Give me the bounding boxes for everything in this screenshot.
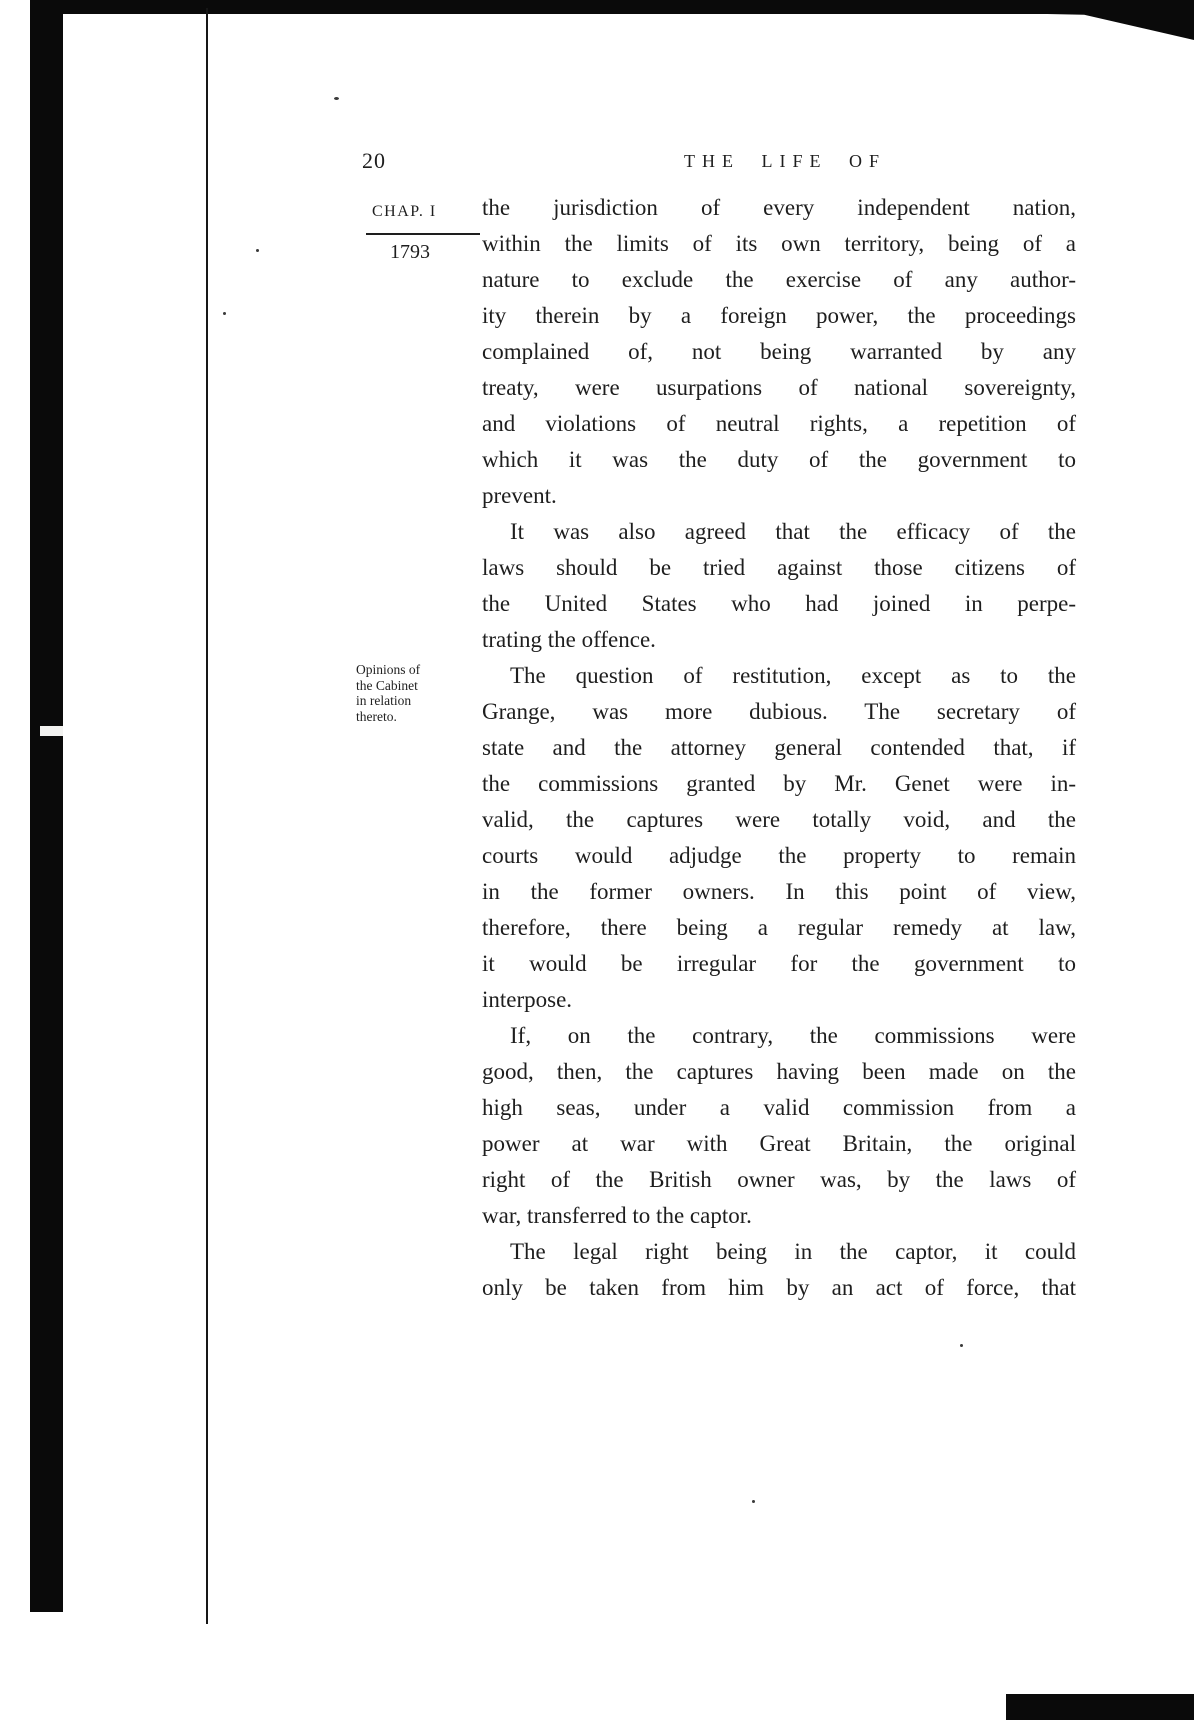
text-line: the United States who had joined in perpe- bbox=[482, 591, 1076, 616]
scan-edge-bottom-right bbox=[1006, 1694, 1194, 1720]
paragraph bbox=[482, 658, 1076, 1018]
text-line: high seas, under a valid commission from a bbox=[482, 1095, 1076, 1120]
text-line: valid, the captures were totally void, and the bbox=[482, 807, 1076, 832]
scan-speck bbox=[960, 1344, 963, 1347]
paragraph bbox=[482, 1018, 1076, 1234]
page-gutter-line bbox=[206, 8, 208, 1624]
text-line: the commissions granted by Mr. Genet were in- bbox=[482, 771, 1076, 796]
page-number: 20 bbox=[362, 148, 386, 173]
text-line: prevent. bbox=[482, 483, 557, 508]
text-line: The question of restitution, except as to the bbox=[510, 663, 1076, 688]
text-line: nature to exclude the exercise of any author- bbox=[482, 267, 1076, 292]
text-line: complained of, not being warranted by any bbox=[482, 339, 1076, 364]
text-line: ity therein by a foreign power, the proceedings bbox=[482, 303, 1076, 328]
text-line: it would be irregular for the government to bbox=[482, 951, 1076, 976]
year-label: 1793 bbox=[390, 241, 430, 263]
running-title: THE LIFE OF bbox=[684, 151, 886, 171]
text-line: which it was the duty of the government to bbox=[482, 447, 1076, 472]
text-line: treaty, were usurpations of national sovereignty, bbox=[482, 375, 1076, 400]
text-line: right of the British owner was, by the laws of bbox=[482, 1167, 1076, 1192]
sidenote-line: thereto. bbox=[356, 708, 397, 724]
text-line: If, on the contrary, the commissions were bbox=[510, 1023, 1076, 1048]
text-line: The legal right being in the captor, it could bbox=[510, 1239, 1076, 1264]
text-line: laws should be tried against those citizens of bbox=[482, 555, 1076, 580]
text-line: courts would adjudge the property to remain bbox=[482, 843, 1076, 868]
text-line: state and the attorney general contended that, if bbox=[482, 735, 1076, 760]
text-line: interpose. bbox=[482, 987, 573, 1012]
scan-edge-top bbox=[30, 0, 1194, 14]
text-line: within the limits of its own territory, being of a bbox=[482, 231, 1076, 256]
chapter-label: CHAP. I bbox=[372, 203, 437, 220]
scan-speck bbox=[334, 97, 339, 100]
text-line: therefore, there being a regular remedy at law, bbox=[482, 915, 1076, 940]
scan-edge-left bbox=[30, 0, 63, 1612]
text-line: It was also agreed that the efficacy of the bbox=[510, 519, 1076, 544]
text-line: good, then, the captures having been made on the bbox=[482, 1059, 1076, 1084]
text-line: trating the offence. bbox=[482, 627, 656, 652]
sidenote-line: in relation bbox=[356, 693, 412, 708]
text-line: and violations of neutral rights, a repetition of bbox=[482, 411, 1076, 436]
text-line: Grange, was more dubious. The secretary of bbox=[482, 699, 1076, 724]
text-line: the jurisdiction of every independent nation, bbox=[482, 195, 1076, 220]
paragraph bbox=[482, 190, 1076, 514]
text-block bbox=[482, 190, 1076, 1306]
scan-speck bbox=[752, 1500, 755, 1503]
scan-speck bbox=[223, 312, 226, 315]
text-line: only be taken from him by an act of force, that bbox=[482, 1275, 1076, 1300]
scan-edge-left-notch bbox=[40, 726, 63, 736]
paragraph bbox=[482, 514, 1076, 658]
sidenote bbox=[356, 662, 472, 724]
text-line: in the former owners. In this point of view, bbox=[482, 879, 1076, 904]
paragraph bbox=[482, 1234, 1076, 1306]
sidenote-line: the Cabinet bbox=[356, 677, 418, 693]
scan-edge-top-wedge bbox=[950, 12, 1194, 40]
text-line: power at war with Great Britain, the original bbox=[482, 1131, 1076, 1156]
scan-speck bbox=[256, 249, 259, 252]
sidenote-line: Opinions of bbox=[356, 662, 421, 677]
chapter-rule bbox=[366, 233, 480, 235]
text-line: war, transferred to the captor. bbox=[482, 1203, 752, 1228]
